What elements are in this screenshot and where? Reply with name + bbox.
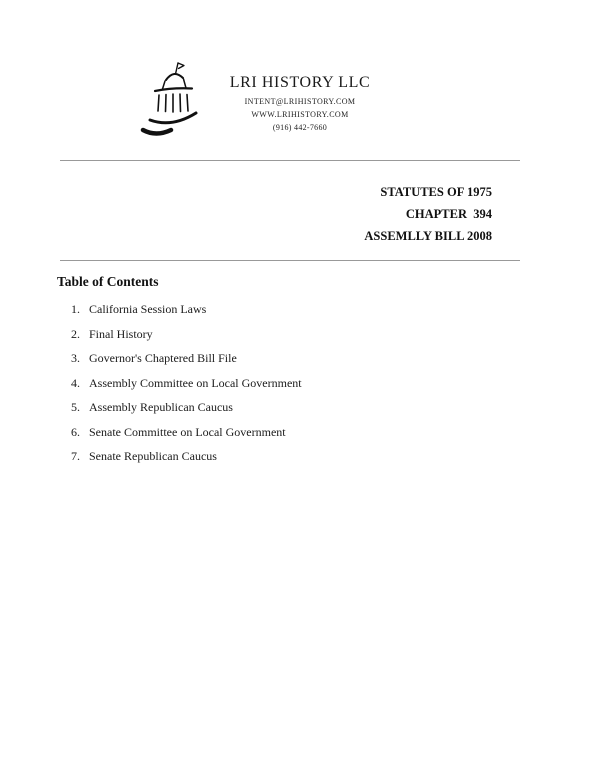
company-website: WWW.LRIHISTORY.COM: [251, 110, 349, 119]
toc-title: Table of Contents: [57, 274, 159, 289]
divider-top: [60, 160, 520, 161]
toc-item: Assembly Committee on Local Government: [89, 375, 302, 390]
toc-list: [62, 303, 302, 475]
toc-item: California Session Laws: [89, 302, 207, 316]
toc-item: Senate Committee on Local Government: [89, 424, 286, 439]
toc-item: Governor's Chaptered Bill File: [89, 351, 237, 365]
divider-bottom: [60, 260, 520, 261]
company-phone: (916) 442-7660: [272, 123, 328, 132]
toc-item: Final History: [89, 326, 153, 341]
toc-item: Senate Republican Caucus: [89, 449, 217, 463]
statute-bill: ASSEMLLY BILL 2008: [364, 229, 492, 243]
company-email: INTENT@LRIHISTORY.COM: [244, 96, 356, 106]
statute-chapter: CHAPTER 394: [405, 207, 492, 221]
letterhead: [0, 74, 600, 132]
toc-item: Assembly Republican Caucus: [89, 400, 233, 414]
company-name: LRI HISTORY LLC: [229, 74, 371, 91]
statute-reference: [364, 181, 492, 247]
statute-year: STATUTES OF 1975: [380, 185, 492, 199]
